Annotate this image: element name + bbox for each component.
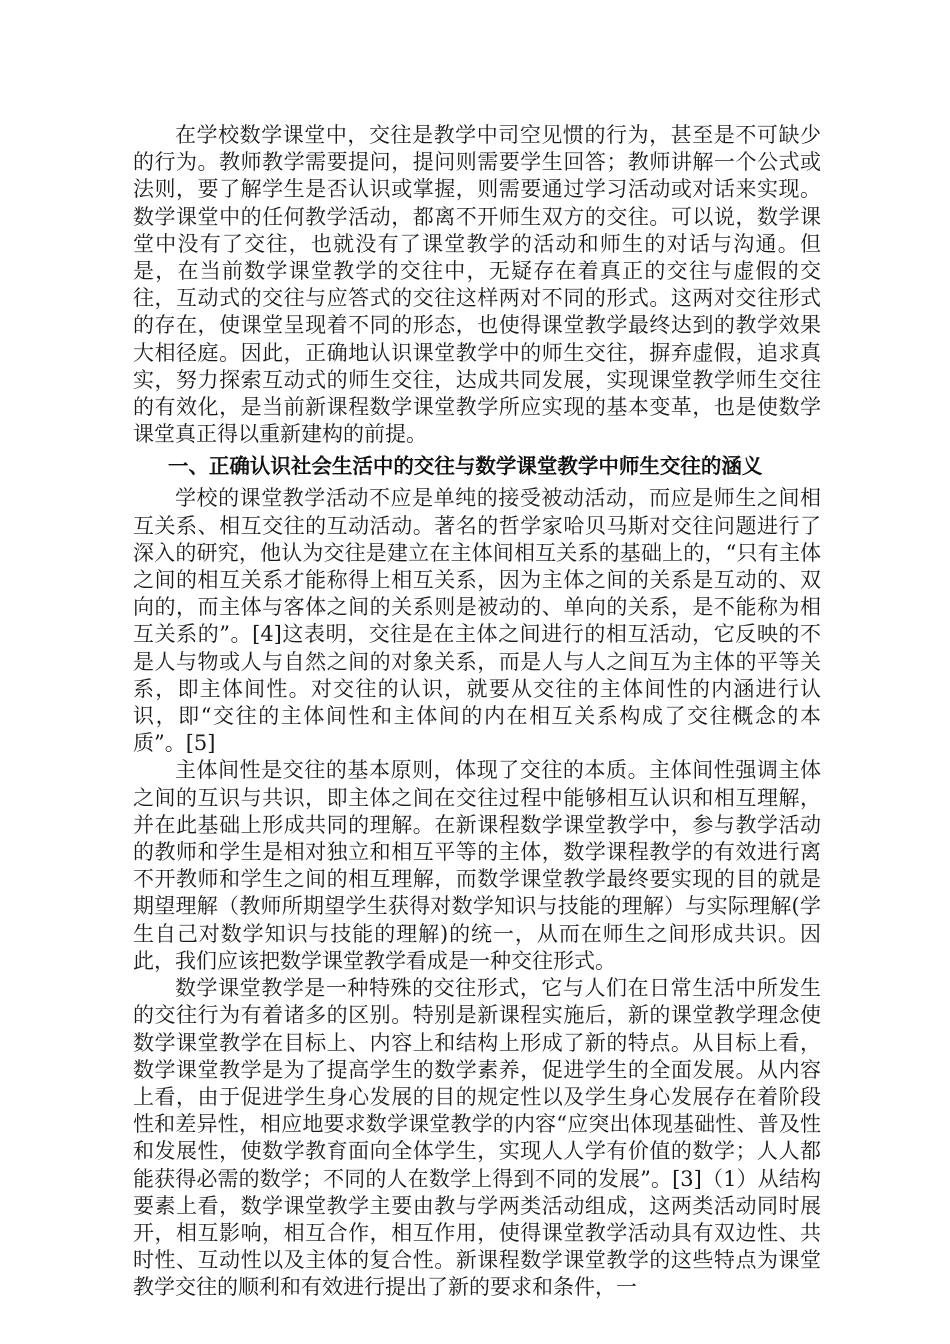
body-paragraph-3: 数学课堂教学是一种特殊的交往形式，它与人们在日常生活中所发生的交往行为有着诸多的区别。特别是新课程实施后，新的课堂教学理念使数学课堂教学在目标上、内容上和结构上形成了新的特点。从目标上看，数学课堂教学是为了提高学生的数学素养，促进学生的全面发展。从内容上看，由于促进学生身心发展的目的规定性以及学生身心发展存在着阶段性和差异性，相应地要求数学课堂教学的内容“应突出体现基础性、普及性和发展性，使数学教育面向全体学生，实现人人学有价值的数学；人人都能获得必需的数学；不同的人在数学上得到不同的发展”。[3]（1）从结构要素上看，数学课堂教学主要由教与学两类活动组成，这两类活动同时展开，相互影响，相互合作，相互作用，使得课堂教学活动具有双边性、共时性、互动性以及主体的复合性。新课程数学课堂教学的这些特点为课堂教学交往的顺利和有效进行提出了新的要求和条件，一 (133, 976, 821, 1300)
body-paragraph-1: 学校的课堂教学活动不应是单纯的接受被动活动，而应是师生之间相互关系、相互交往的互动活动。著名的哲学家哈贝马斯对交往问题进行了深入的研究，他认为交往是建立在主体间相互关系的基础上的，“只有主体之间的相互关系才能称得上相互关系，因为主体之间的关系是互动的、双向的，而主体与客体之间的关系则是被动的、单向的关系，是不能称为相互关系的”。[4]这表明，交往是在主体之间进行的相互活动，它反映的不是人与物或人与自然之间的对象关系，而是人与人之间互为主体的平等关系，即主体间性。对交往的认识，就要从交往的主体间性的内涵进行认识，即“交往的主体间性和主体间的内在相互关系构成了交往概念的本质”。[5] (133, 486, 821, 756)
body-paragraph-2: 主体间性是交往的基本原则，体现了交往的本质。主体间性强调主体之间的互识与共识，即主体之间在交往过程中能够相互认识和相互理解，并在此基础上形成共同的理解。在新课程数学课堂教学中，参与教学活动的教师和学生是相对独立和相互平等的主体，数学课程教学的有效进行离不开教师和学生之间的相互理解，而数学课堂教学最终要实现的目的就是期望理解（教师所期望学生获得对数学知识与技能的理解）与实际理解(学生自己对数学知识与技能的理解)的统一，从而在师生之间形成共识。因此，我们应该把数学课堂教学看成是一种交往形式。 (133, 758, 821, 973)
section-heading: 一、正确认识社会生活中的交往与数学课堂教学中师生交往的涵义 (167, 454, 763, 479)
intro-paragraph: 在学校数学课堂中，交往是教学中司空见惯的行为，甚至是不可缺少的行为。教师教学需要提问，提问则需要学生回答；教师讲解一个公式或法则，要了解学生是否认识或掌握，则需要通过学习活动或对话来实现。数学课堂中的任何教学活动，都离不开师生双方的交往。可以说，数学课堂中没有了交往，也就没有了课堂教学的活动和师生的对话与沟通。但是，在当前数学课堂教学的交往中，无疑存在着真正的交往与虚假的交往，互动式的交往与应答式的交往这样两对不同的形式。这两对交往形式的存在，使课堂呈现着不同的形态，也使得课堂教学最终达到的教学效果大相径庭。因此，正确地认识课堂教学中的师生交往，摒弃虚假，追求真实，努力探索互动式的师生交往，达成共同发展，实现课堂教学师生交往的有效化，是当前新课程数学课堂教学所应实现的基本变革，也是使数学课堂真正得以重新建构的前提。 (133, 123, 821, 447)
document-body (133, 122, 821, 1302)
